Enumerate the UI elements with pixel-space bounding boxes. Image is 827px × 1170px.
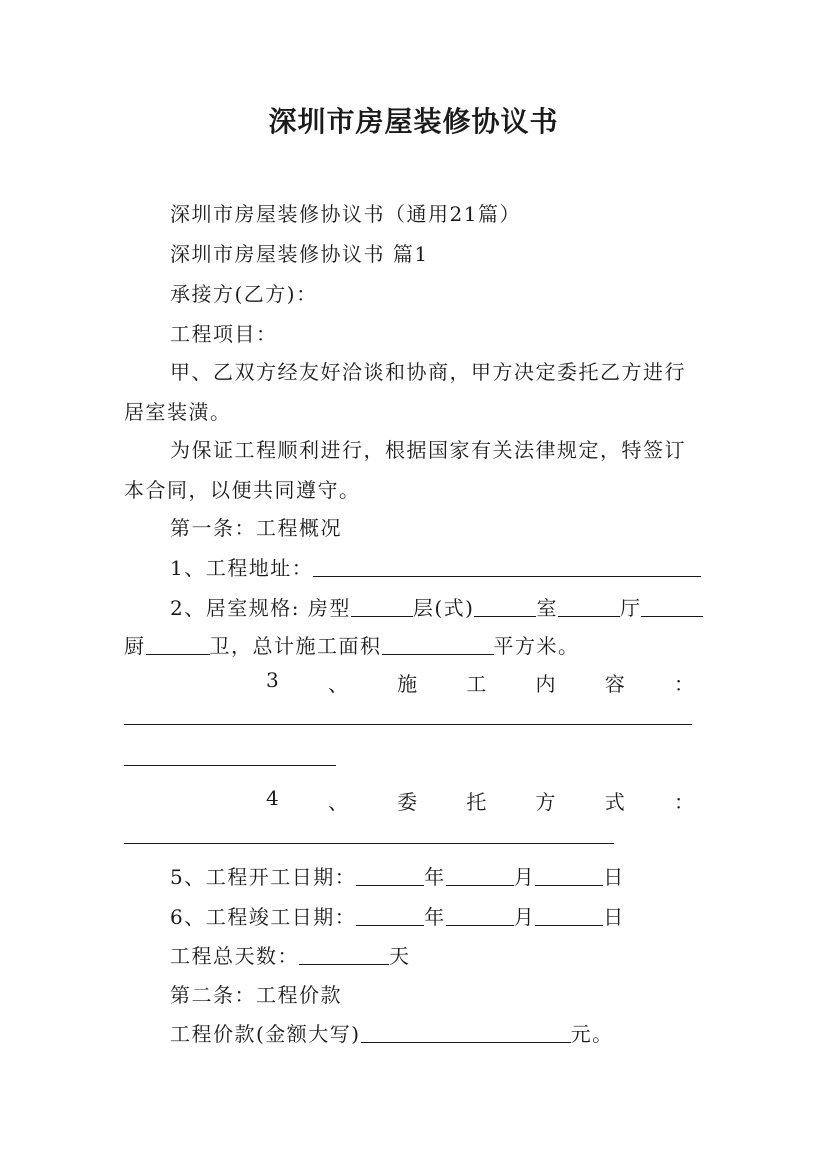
item-2-kitchen-label: 厨 [124,634,146,658]
item-4-char: 4 [266,786,279,810]
end-month-blank [446,905,514,926]
price-blank [361,1022,571,1043]
day-label: 日 [603,865,625,889]
day-label: 日 [603,905,625,929]
end-year-blank [356,905,424,926]
item-4-char: 托 [466,790,487,814]
item-5-label: 5、工程开工日期： [170,865,357,889]
paragraph-2-line-2: 本合同，以便共同遵守。 [124,478,361,502]
total-days-line [170,940,411,969]
hall-blank [641,596,703,617]
item-3-char: 施 [397,672,418,696]
item-2-label: 2、居室规格: 房型 [170,596,351,620]
price-label: 工程价款(金额大写) [170,1022,361,1046]
address-blank [313,556,701,577]
item-2-unit-label: 平方米。 [493,634,580,658]
clause-2-heading: 第二条：工程价款 [170,983,342,1007]
subtitle: 深圳市房屋装修协议书（通用21篇） [170,202,521,226]
article-heading: 深圳市房屋装修协议书 篇1 [170,242,429,266]
item-1-address [170,552,701,581]
item-3-blank-line-1 [124,724,692,725]
item-5-start-date [170,861,625,890]
item-6-end-date [170,901,625,930]
item-4-char: 、 [327,790,348,814]
item-3-blank-line-2 [124,765,336,766]
item-3-char: 内 [535,672,556,696]
item-2-hall-label: 厅 [619,596,642,620]
item-4-entrust-method [124,786,694,815]
year-label: 年 [424,865,446,889]
month-label: 月 [513,905,536,929]
item-4-char: 方 [535,790,556,814]
item-4-char: ： [673,790,694,814]
paragraph-1-line-1: 甲、乙双方经友好洽谈和协商，甲方决定委托乙方进行 [170,360,686,384]
floor-type-blank [351,596,413,617]
price-line [170,1018,614,1047]
item-4-char: 委 [397,790,418,814]
document-title: 深圳市房屋装修协议书 [268,105,559,138]
clause-1-heading: 第一条：工程概况 [170,516,342,540]
project-line: 工程项目： [170,322,278,346]
item-3-construction-content [124,668,694,697]
item-3-char: 3 [266,668,279,692]
item-1-label: 1、工程地址： [170,556,314,580]
item-3-char: 、 [327,672,348,696]
item-2-specs [170,592,703,621]
kitchen-blank [146,634,210,655]
item-4-char: 式 [604,790,625,814]
start-month-blank [446,865,514,886]
total-days-label: 工程总天数： [170,944,299,968]
contractor-line: 承接方(乙方)： [170,282,318,306]
item-2-room-label: 室 [536,596,558,620]
room-blank [558,596,620,617]
paragraph-1-line-2: 居室装潢。 [124,400,232,424]
item-4-blank-line [124,843,614,844]
start-year-blank [356,865,424,886]
area-blank [382,634,494,655]
item-2-floor-label: 层(式) [412,596,475,620]
item-2-specs-cont [124,630,580,659]
item-6-label: 6、工程竣工日期： [170,905,357,929]
end-day-blank [535,905,603,926]
item-3-char: ： [673,672,694,696]
item-3-char: 容 [604,672,625,696]
item-2-area-label: 卫，总计施工面积 [209,634,382,658]
paragraph-2-line-1: 为保证工程顺利进行，根据国家有关法律规定，特签订 [170,438,686,462]
month-label: 月 [513,865,536,889]
item-3-char: 工 [466,672,487,696]
price-unit-label: 元。 [570,1022,614,1046]
start-day-blank [535,865,603,886]
days-unit-label: 天 [389,944,411,968]
style-blank [474,596,536,617]
total-days-blank [299,944,389,965]
year-label: 年 [424,905,446,929]
